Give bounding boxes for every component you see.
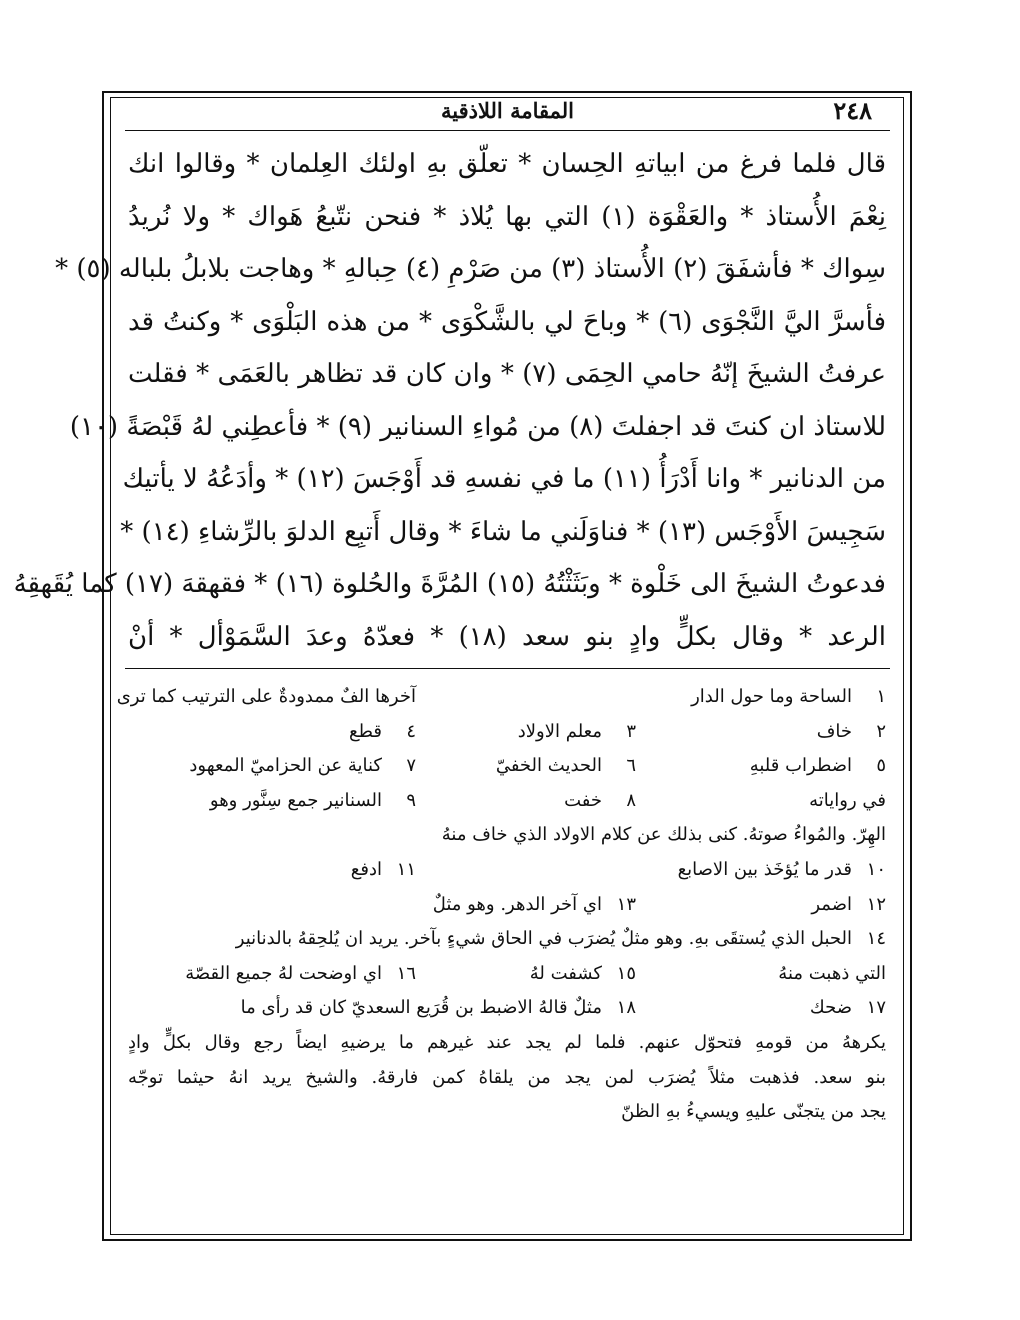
- footnote-number: ١٢: [866, 893, 886, 915]
- footnote-text: الساحة وما حول الدار: [691, 686, 852, 707]
- text-line: من الدنانير * وانا أَدْرَأُ (١١) ما في نفسهِ قد أَوْجَسَ (١٢) * وأدَعُهُ لا يأتيك: [122, 464, 886, 494]
- footnote-row: [128, 991, 886, 1026]
- footnote-text: خفت: [564, 789, 602, 811]
- footnote-text: السنانير جمع سِنَّور وهو: [209, 789, 382, 811]
- footnote-2: [817, 715, 886, 750]
- text-line: قال فلما فرغ من ابياتهِ الحِسان * تعلّق بهِ اولئك العِلمان * وقالوا انك: [128, 149, 886, 179]
- footnote-number: ١: [876, 686, 886, 707]
- footnote-row: [128, 888, 886, 923]
- footnote-10: [678, 853, 886, 888]
- footnote-number: ١٨: [616, 997, 636, 1019]
- footnote-8: [564, 784, 636, 819]
- footnote-text: كشفت لهُ: [529, 962, 602, 984]
- text-line: فأسرَّ اليَّ النَّجْوَى (٦) * وباحَ لي بالشَّكْوَى * من هذه البَلْوَى * وكنتُ قد: [128, 306, 886, 337]
- footnote-number: ٢: [876, 720, 886, 742]
- footnote-5: [750, 749, 886, 784]
- footnote-18-continuation: بنو سعد. فذهبت مثلاً يُضرَب لمن يجد من يلقاهُ كمن فارقهُ. والشيخ يريد انهُ حيثما توجّه: [128, 1066, 886, 1088]
- footnote-number: ٨: [626, 789, 636, 811]
- footnote-6: [496, 749, 636, 784]
- footnote-9: [210, 784, 416, 819]
- text-line: عرفتُ الشيخَ إنّهُ حامي الحِمَى (٧) * وان كان قد تظاهر بالعَمَى * فقلت: [128, 359, 886, 389]
- text-line: للاستاذ ان كنتَ قد اجفلتَ (٨) من مُواءِ السنانير (٩) * فأعطِني لهُ قَبْصَةً (١٠): [69, 411, 886, 442]
- footnote-number: ٣: [626, 720, 636, 742]
- text-line: نِعْمَ الأُستاذ * والعَقْوَة (١) التي بها يُلاذ * فنحن نتّبعُ هَواك * ولا نُريدُ: [128, 201, 887, 232]
- footnote-rule: [125, 668, 890, 669]
- footnote-number: ١٥: [616, 962, 636, 984]
- footnote-12: [811, 888, 886, 923]
- main-text: [13, 138, 887, 663]
- footnote-number: ١٠: [866, 858, 886, 880]
- footnote-row: [116, 680, 886, 715]
- footnote-number: ١٣: [616, 893, 636, 915]
- footnote-row: [128, 784, 886, 819]
- text-line: سَجِيسَ الأَوْجَس (١٣) * فناوَلَني ما شاءَ * وقال أَتبِع الدلوَ بالرِّشاءِ (١٤) *: [120, 516, 886, 547]
- page-number: ٢٤٨: [833, 96, 872, 125]
- footnote-3: [518, 715, 636, 750]
- footnote-17: [810, 991, 886, 1026]
- footnote-16: [185, 957, 416, 992]
- footnote-15: [530, 957, 636, 992]
- footnote-text: معلم الاولاد: [517, 720, 602, 742]
- footnote-row: [128, 749, 886, 784]
- footnote-continuation: آخرها الفٌ ممدودةٌ على الترتيب كما ترى: [116, 686, 416, 707]
- footnote-number: ٤: [406, 720, 416, 742]
- footnote-18-continuation: يجد من يتجنّى عليهِ ويسيءُ بهِ الظنّ: [621, 1101, 886, 1123]
- footnote-9-continuation: الهِرّ. والمُواءُ صوتهُ. كنى بذلك عن كلام الاولاد الذي خاف منهُ: [441, 824, 886, 846]
- footnote-row: [128, 853, 886, 888]
- footnote-text: ضحك: [809, 997, 852, 1019]
- footnote-number: ٩: [406, 789, 416, 811]
- footnote-row: [128, 715, 886, 750]
- footnote-number: ٦: [626, 755, 636, 777]
- footnote-11: [351, 853, 416, 888]
- footnote-18: [241, 991, 636, 1026]
- footnote-text: خاف: [816, 720, 852, 742]
- footnote-text: قدر ما يُؤخَذ بين الاصابع: [677, 858, 852, 880]
- footnote-text: اي آخر الدهر. وهو مثلٌ: [432, 893, 602, 915]
- footnote-14-continuation: التي ذهبت منهُ: [778, 962, 886, 984]
- footnote-number: ١٦: [396, 962, 416, 984]
- footnote-number: ١١: [396, 858, 416, 880]
- footnote-13: [433, 888, 636, 923]
- footnote-number: ٧: [406, 755, 416, 777]
- footnote-text: اضمر: [811, 893, 852, 915]
- footnote-14: [128, 922, 886, 957]
- footnote-row: [128, 957, 886, 992]
- footnote-number: ١٧: [866, 997, 886, 1019]
- footnote-text: اضطراب قلبهِ: [749, 755, 852, 777]
- footnote-7: [189, 749, 416, 784]
- text-line: فدعوتُ الشيخَ الى خَلْوة * وبَثَثْتُهُ (١٥) المُرَّةَ والحُلوة (١٦) * فقهقهَ (١٧) كما يُقَهقِهُ: [13, 569, 886, 599]
- footnote-text: ادفع: [350, 858, 382, 880]
- text-line: الرعد * وقال بكلٍّ وادٍ بنو سعد (١٨) * فعدّهُ وعدَ السَّمَوْأل * أنْ: [128, 621, 886, 652]
- footnote-text: مثلٌ قالهُ الاضبط بن قُرَيع السعديّ كان قد رأى ما: [240, 997, 602, 1019]
- footnote-number: ٥: [876, 755, 886, 777]
- footnotes: [116, 680, 886, 1130]
- header-rule: [125, 130, 890, 131]
- footnote-text: الحبل الذي يُستقَى بهِ. وهو مثلٌ يُضرَب في الحاق شيءٍ بآخر. يريد ان يُلحِقهُ بالدنانير: [235, 928, 852, 950]
- text-line: سِواك * فأشفَقَ (٢) الأُستاذ (٣) من صَرْمِ (٤) حِبالهِ * وهاجت بلابلُ بلباله (٥) *: [55, 254, 886, 284]
- footnote-text: قطع: [349, 720, 382, 742]
- page-header: [125, 96, 890, 128]
- footnote-text: الحديث الخفيّ: [495, 755, 602, 777]
- running-title: المقامة اللاذقية: [441, 98, 574, 123]
- footnote-text: اي اوضحت لهُ جميع القصّة: [185, 962, 382, 984]
- footnote-7-continuation: في رواياته: [809, 789, 886, 811]
- footnote-1: [691, 680, 886, 715]
- footnote-4: [349, 715, 416, 750]
- footnote-18-continuation: يكرههُ من قومهِ فتحوّل عنهم. فلما لم يجد عند غيرهم ما يرضيهِ ايضاً رجع وقال بكلٍّ وادٍ: [128, 1031, 886, 1053]
- footnote-text: كناية عن الحزاميّ المعهود: [189, 755, 382, 777]
- footnote-number: ١٤: [866, 928, 886, 950]
